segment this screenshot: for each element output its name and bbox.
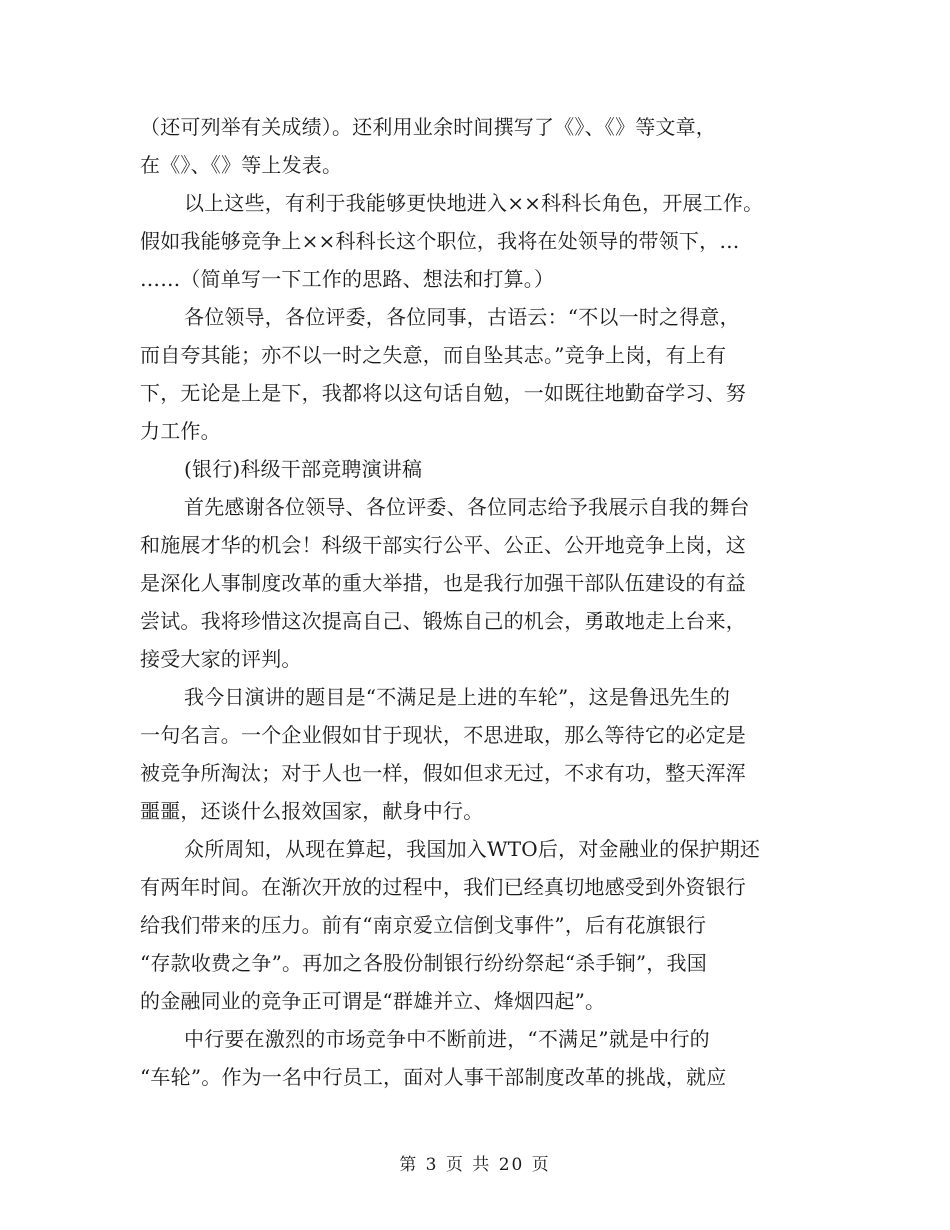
text-line: 力工作。 — [140, 419, 221, 443]
text-line: 噩噩，还谈什么报效国家，献身中行。 — [140, 799, 484, 823]
text-line: 和施展才华的机会！科级干部实行公平、公正、公开地竞争上岗，这 — [140, 533, 746, 557]
text-line: 接受大家的评判。 — [140, 647, 302, 671]
section-heading: (银行)科级干部竞聘演讲稿 — [184, 457, 423, 481]
text-line: “存款收费之争”。再加之各股份制银行纷纷祭起“杀手锏”，我国 — [140, 951, 707, 975]
text-line: 有两年时间。在渐次开放的过程中，我们已经真切地感受到外资银行 — [140, 875, 746, 899]
text-line: 给我们带来的压力。前有“南京爱立信倒戈事件”，后有花旗银行 — [140, 913, 707, 937]
text-line: 在《》、《》等上发表。 — [140, 153, 343, 177]
text-line: 众所周知，从现在算起，我国加入WTO后，对金融业的保护期还 — [184, 837, 761, 861]
text-line: 各位领导，各位评委，各位同事，古语云：“不以一时之得意， — [184, 305, 740, 329]
page-number-footer: 第 3 页 共 20 页 — [399, 1155, 551, 1175]
text-line: “车轮”。作为一名中行员工，面对人事干部制度改革的挑战，就应 — [140, 1065, 727, 1089]
text-line: 被竞争所淘汰；对于人也一样，假如但求无过，不求有功，整天浑浑 — [140, 761, 746, 785]
text-line: 一句名言。一个企业假如甘于现状，不思进取，那么等待它的必定是 — [140, 723, 746, 747]
text-line: 的金融同业的竞争正可谓是“群雄并立、烽烟四起”。 — [140, 989, 606, 1013]
text-line: 而自夸其能；亦不以一时之失意，而自坠其志。”竞争上岗，有上有 — [140, 343, 727, 367]
text-line: 我今日演讲的题目是“不满足是上进的车轮”，这是鲁迅先生的 — [184, 685, 731, 709]
text-line: （还可列举有关成绩）。还利用业余时间撰写了《》、《》等文章， — [140, 115, 716, 139]
text-line: 尝试。我将珍惜这次提高自己、锻炼自己的机会，勇敢地走上台来， — [140, 609, 746, 633]
text-line: 下，无论是上是下，我都将以这句话自勉，一如既往地勤奋学习、努 — [140, 381, 746, 405]
text-line: 中行要在激烈的市场竞争中不断前进，“不满足”就是中行的 — [184, 1027, 710, 1051]
text-line: 假如我能够竞争上××科科长这个职位，我将在处领导的带领下，… — [140, 229, 740, 253]
text-line: 以上这些，有利于我能够更快地进入××科科长角色，开展工作。 — [184, 191, 764, 215]
text-line: ……（简单写一下工作的思路、想法和打算。） — [140, 267, 555, 291]
text-line: 是深化人事制度改革的重大举措，也是我行加强干部队伍建设的有益 — [140, 571, 746, 595]
text-line: 首先感谢各位领导、各位评委、各位同志给予我展示自我的舞台 — [184, 495, 750, 519]
document-body — [140, 108, 820, 1096]
